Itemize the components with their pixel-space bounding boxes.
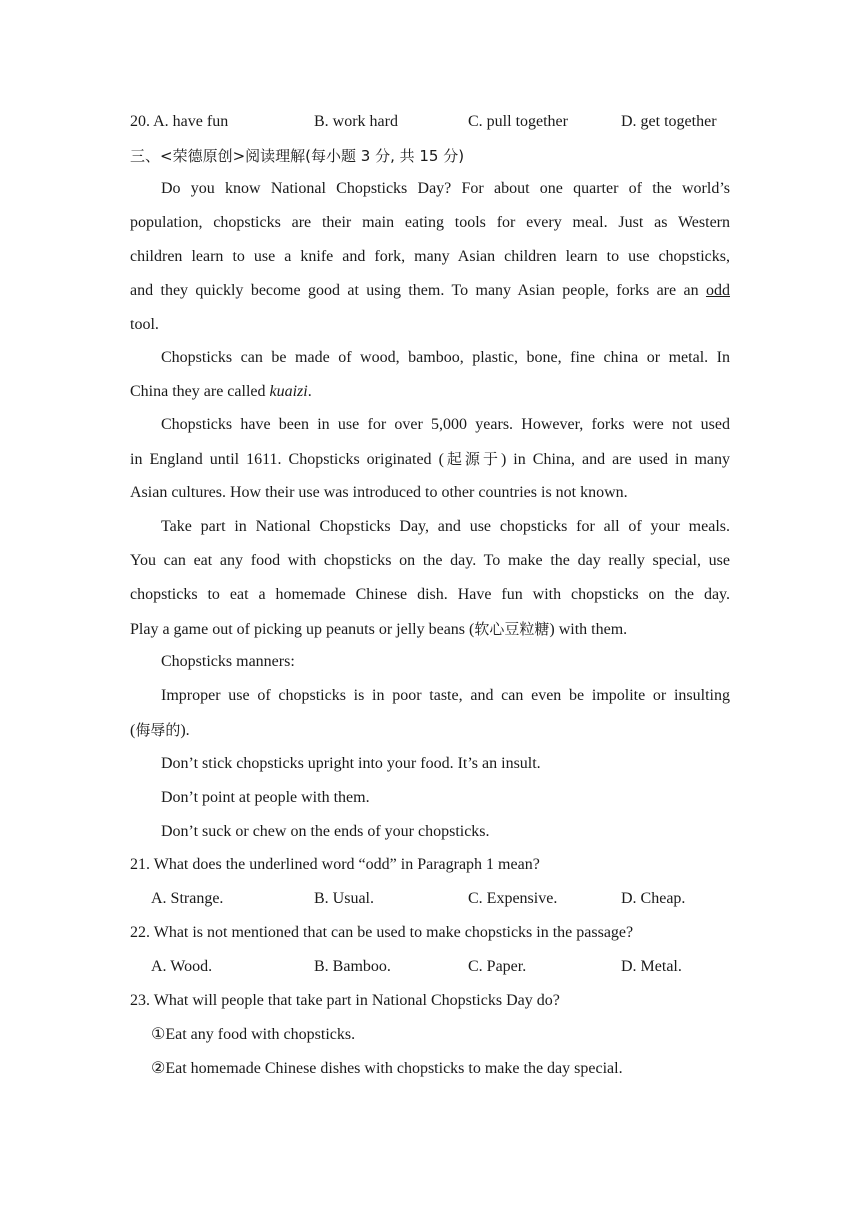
p3-line-3: Asian cultures. How their use was introduced to other countries is not known. bbox=[130, 484, 628, 501]
p2-line-1: Chopsticks can be made of wood, bamboo, plastic, bone, fine china or metal. In bbox=[161, 349, 730, 366]
p4-line-1: Take part in National Chopsticks Day, and use chopsticks for all of your meals. bbox=[161, 518, 730, 535]
p1-line-3: children learn to use a knife and fork, many Asian children learn to use chopsticks, bbox=[130, 248, 730, 265]
paragraph-3 bbox=[130, 408, 730, 510]
p1-line-4: and they quickly become good at using them. To many Asian people, forks are an odd bbox=[130, 282, 730, 299]
rule-2: Don’t point at people with them. bbox=[161, 789, 370, 806]
rule-3: Don’t suck or chew on the ends of your chopsticks. bbox=[161, 823, 490, 840]
p3-line-1: Chopsticks have been in use for over 5,000 years. However, forks were not used bbox=[161, 416, 730, 433]
q21-option-a: A. Strange. bbox=[151, 890, 224, 907]
q20-option-a: 20. A. have fun bbox=[130, 113, 229, 130]
q21-stem: 21. What does the underlined word “odd” in Paragraph 1 mean? bbox=[130, 856, 540, 873]
q22-option-d: D. Metal. bbox=[621, 958, 682, 975]
p5-line-1: Improper use of chopsticks is in poor taste, and can even be impolite or insulting bbox=[161, 687, 730, 704]
q21-option-b: B. Usual. bbox=[314, 890, 374, 907]
q21-option-d: D. Cheap. bbox=[621, 890, 686, 907]
q22-option-b: B. Bamboo. bbox=[314, 958, 391, 975]
paragraph-1 bbox=[130, 172, 730, 342]
q23-statement-1: ①Eat any food with chopsticks. bbox=[151, 1026, 356, 1043]
p5-line-2: (侮辱的). bbox=[130, 721, 190, 739]
p4-line-2: You can eat any food with chopsticks on the day. To make the day really special, use bbox=[130, 552, 730, 569]
p2-line-2: China they are called kuaizi. bbox=[130, 383, 312, 400]
q22-stem: 22. What is not mentioned that can be used to make chopsticks in the passage? bbox=[130, 924, 634, 941]
q21-options bbox=[130, 888, 730, 910]
p4-line-4: Play a game out of picking up peanuts or jelly beans (软心豆粒糖) with them. bbox=[130, 620, 628, 638]
q20-option-d: D. get together bbox=[621, 113, 717, 130]
paragraph-5 bbox=[130, 679, 730, 747]
manners-title: Chopsticks manners: bbox=[161, 653, 295, 670]
p4-line-3: chopsticks to eat a homemade Chinese dish. Have fun with chopsticks on the day. bbox=[130, 586, 730, 603]
underlined-word-odd: odd bbox=[706, 282, 730, 299]
q20-option-c: C. pull together bbox=[468, 113, 568, 130]
italic-word-kuaizi: kuaizi bbox=[269, 383, 308, 400]
q20-options bbox=[130, 111, 730, 133]
p3-line-2: in England until 1611. Chopsticks originated (起源于) in China, and are used in many bbox=[130, 450, 730, 468]
manners-section bbox=[130, 645, 730, 679]
q21-option-c: C. Expensive. bbox=[468, 890, 558, 907]
paragraph-2 bbox=[130, 341, 730, 409]
paragraph-4 bbox=[130, 510, 730, 646]
q23-statement-2: ②Eat homemade Chinese dishes with chopsticks to make the day special. bbox=[151, 1060, 623, 1077]
p1-line-5: tool. bbox=[130, 316, 159, 333]
q22-option-c: C. Paper. bbox=[468, 958, 527, 975]
p1-line-2: population, chopsticks are their main eating tools for every meal. Just as Western bbox=[130, 214, 730, 231]
q20-option-b: B. work hard bbox=[314, 113, 398, 130]
p1-line-1: Do you know National Chopsticks Day? For about one quarter of the world’s bbox=[161, 180, 730, 197]
q23-stem: 23. What will people that take part in National Chopsticks Day do? bbox=[130, 992, 560, 1009]
q22-options bbox=[130, 956, 730, 978]
section-heading: 三、<荣德原创>阅读理解(每小题 3 分, 共 15 分) bbox=[130, 147, 465, 165]
manners-rules bbox=[130, 747, 730, 849]
rule-1: Don’t stick chopsticks upright into your food. It’s an insult. bbox=[161, 755, 541, 772]
q22-option-a: A. Wood. bbox=[151, 958, 213, 975]
